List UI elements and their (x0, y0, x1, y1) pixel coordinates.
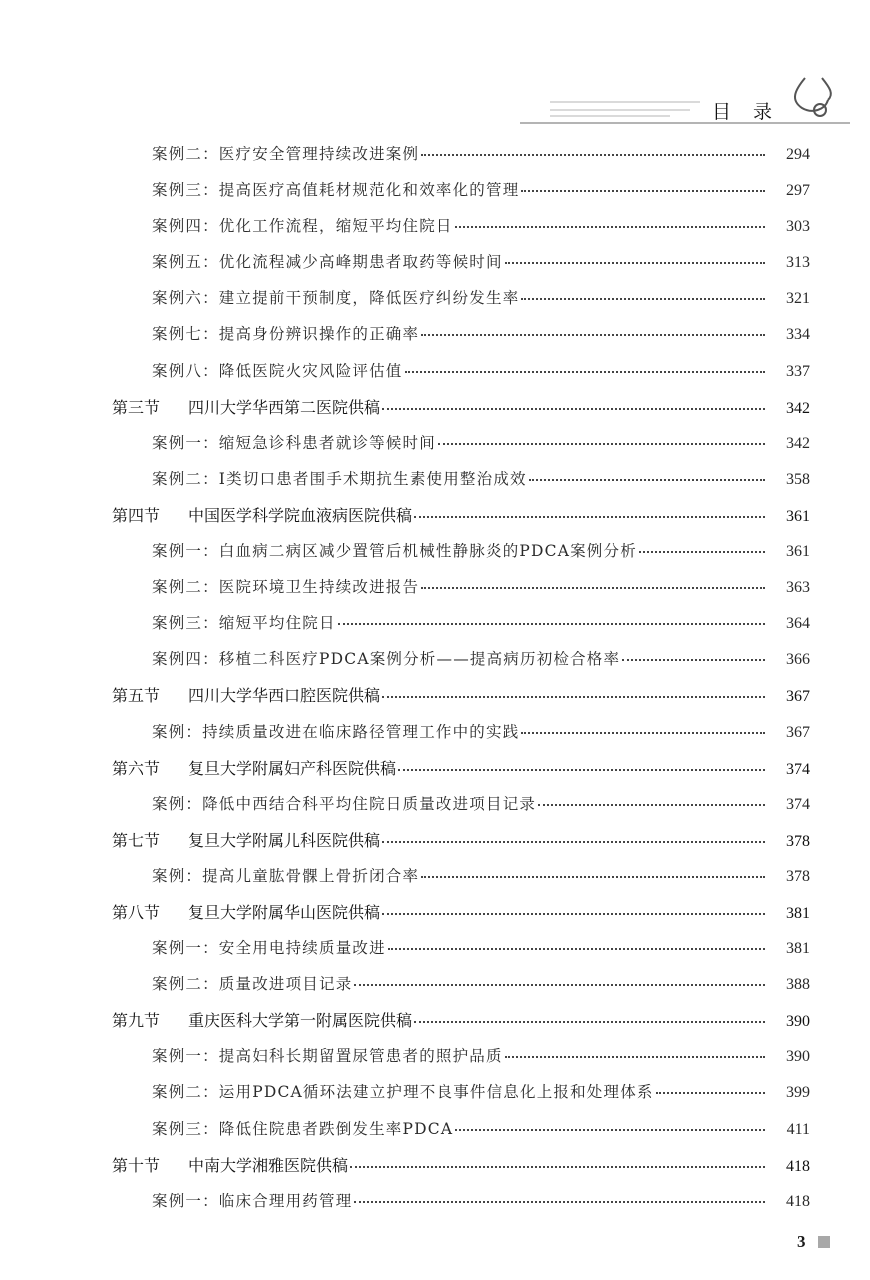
toc-page-number: 297 (786, 182, 810, 200)
toc-section-row (0, 1153, 870, 1189)
dot-leader (382, 408, 765, 410)
toc-entry-label: 案例七：提高身份辨识操作的正确率 (152, 325, 420, 344)
dot-leader (421, 154, 765, 156)
dot-leader (354, 1201, 765, 1203)
toc-entry-label: 案例：提高儿童肱骨髁上骨折闭合率 (152, 866, 420, 885)
toc-case-row (0, 720, 870, 756)
toc-case-row (0, 1080, 870, 1116)
toc-case-row (0, 611, 870, 647)
dot-leader (521, 190, 765, 192)
toc-page-number: 381 (786, 940, 810, 958)
section-title: 复旦大学附属儿科医院供稿 (188, 830, 381, 850)
toc-section-row (0, 900, 870, 936)
toc-entry-label: 案例二：Ⅰ类切口患者围手术期抗生素使用整治成效 (152, 469, 527, 488)
toc-case-row (0, 936, 870, 972)
toc-case-row (0, 286, 870, 322)
toc-page-number: 342 (786, 399, 810, 417)
toc-page-number: 374 (786, 760, 810, 778)
toc-page-number: 294 (786, 146, 810, 163)
section-title: 四川大学华西第二医院供稿 (188, 397, 381, 417)
dot-leader (455, 1129, 765, 1131)
toc-entry-label: 案例五：优化流程减少高峰期患者取药等候时间 (152, 253, 503, 272)
dot-leader (505, 1056, 765, 1058)
toc-page-number: 390 (786, 1048, 810, 1066)
dot-leader (382, 841, 765, 843)
stethoscope-icon (795, 78, 831, 116)
toc-page-number: 361 (786, 507, 810, 525)
toc-case-row (0, 864, 870, 900)
dot-leader (639, 551, 765, 553)
header-decoration (520, 70, 850, 125)
dot-leader (521, 732, 765, 734)
section-title: 四川大学华西口腔医院供稿 (188, 686, 381, 706)
toc-case-row (0, 539, 870, 575)
dot-leader (414, 516, 765, 518)
page-marker-square (818, 1236, 830, 1248)
toc-page-number: 388 (786, 976, 810, 994)
dot-leader (538, 804, 765, 806)
dot-leader (338, 623, 765, 625)
page-number: 3 (797, 1232, 806, 1251)
toc-entry-label (112, 395, 380, 418)
toc-entry-label: 案例一：提高妇科长期留置尿管患者的照护品质 (152, 1047, 503, 1066)
toc-page-number: 342 (786, 434, 810, 452)
toc-page-number: 378 (786, 832, 810, 850)
toc-case-row (0, 142, 870, 178)
section-number: 第五节 (112, 686, 161, 706)
toc-case-row (0, 1044, 870, 1080)
toc-entry-label (112, 683, 380, 706)
toc-entry-label: 案例一：缩短急诊科患者就诊等候时间 (152, 433, 436, 452)
dot-leader (438, 443, 765, 445)
dot-leader (529, 479, 765, 481)
toc-entry-label (112, 1153, 348, 1176)
dot-leader (455, 226, 765, 228)
toc-entry-label: 案例八：降低医院火灾风险评估值 (152, 361, 403, 380)
section-number: 第七节 (112, 830, 161, 850)
toc-entry-label: 案例三：提高医疗高值耗材规范化和效率化的管理 (152, 181, 520, 200)
toc-case-row (0, 431, 870, 467)
section-number: 第六节 (112, 758, 161, 778)
toc-page-number: 367 (786, 723, 810, 741)
toc-section-row (0, 756, 870, 792)
toc-entry-label (112, 503, 412, 526)
toc-entry-label: 案例一：白血病二病区减少置管后机械性静脉炎的PDCA案例分析 (152, 542, 637, 561)
dot-leader (421, 876, 765, 878)
toc-section-row (0, 828, 870, 864)
toc-page-number: 358 (786, 470, 810, 488)
toc-entry-label: 案例二：质量改进项目记录 (152, 975, 353, 994)
toc-case-row (0, 647, 870, 683)
table-of-contents (0, 142, 870, 1225)
toc-page-number: 313 (786, 254, 810, 272)
dot-leader (382, 696, 765, 698)
section-title: 重庆医科大学第一附属医院供稿 (188, 1011, 413, 1031)
toc-entry-label: 案例一：安全用电持续质量改进 (152, 939, 386, 958)
toc-page-number: 374 (786, 795, 810, 813)
toc-page-number: 399 (786, 1084, 810, 1102)
toc-page-number: 381 (786, 904, 810, 922)
toc-case-row (0, 792, 870, 828)
dot-leader (405, 371, 765, 373)
section-title: 中南大学湘雅医院供稿 (188, 1155, 349, 1175)
toc-case-row (0, 1189, 870, 1225)
section-title: 复旦大学附属妇产科医院供稿 (188, 758, 397, 778)
toc-entry-label (112, 1008, 412, 1031)
toc-entry-label: 案例三：缩短平均住院日 (152, 614, 336, 633)
toc-page-number: 364 (786, 615, 810, 633)
dot-leader (421, 334, 765, 336)
toc-case-row (0, 359, 870, 395)
dot-leader (382, 913, 765, 915)
toc-page-number: 366 (786, 651, 810, 669)
toc-case-row (0, 322, 870, 358)
section-title: 中国医学科学院血液病医院供稿 (188, 505, 413, 525)
toc-page-number: 418 (786, 1192, 810, 1210)
section-title: 复旦大学附属华山医院供稿 (188, 902, 381, 922)
dot-leader (354, 984, 765, 986)
toc-entry-label (112, 756, 396, 779)
section-number: 第四节 (112, 505, 161, 525)
toc-case-row (0, 178, 870, 214)
toc-page-number: 334 (786, 326, 810, 344)
section-number: 第十节 (112, 1155, 161, 1175)
toc-page-number: 321 (786, 290, 810, 308)
toc-section-row (0, 683, 870, 719)
toc-page-number: 303 (786, 218, 810, 236)
toc-page-number: 363 (786, 579, 810, 597)
toc-entry-label: 案例二：运用PDCA循环法建立护理不良事件信息化上报和处理体系 (152, 1083, 654, 1102)
toc-page-number: 418 (786, 1157, 810, 1175)
section-number: 第九节 (112, 1011, 161, 1031)
section-number: 第八节 (112, 902, 161, 922)
toc-entry-label: 案例一：临床合理用药管理 (152, 1191, 353, 1210)
toc-entry-label: 案例六：建立提前干预制度，降低医疗纠纷发生率 (152, 289, 520, 308)
toc-page-number: 367 (786, 688, 810, 706)
dot-leader (388, 948, 765, 950)
page-header-title: 目 录 (712, 101, 781, 123)
toc-case-row (0, 1117, 870, 1153)
dot-leader (350, 1166, 765, 1168)
toc-page-number: 378 (786, 867, 810, 885)
toc-section-row (0, 503, 870, 539)
toc-entry-label (112, 828, 380, 851)
toc-entry-label: 案例三：降低住院患者跌倒发生率PDCA (152, 1119, 454, 1138)
toc-case-row (0, 214, 870, 250)
toc-page-number: 337 (786, 362, 810, 380)
dot-leader (622, 659, 765, 661)
toc-entry-label: 案例二：医院环境卫生持续改进报告 (152, 578, 420, 597)
dot-leader (656, 1092, 765, 1094)
toc-section-row (0, 1008, 870, 1044)
dot-leader (414, 1021, 765, 1023)
toc-page-number: 411 (786, 1120, 810, 1138)
toc-entry-label: 案例：持续质量改进在临床路径管理工作中的实践 (152, 722, 520, 741)
toc-case-row (0, 575, 870, 611)
toc-case-row (0, 250, 870, 286)
dot-leader (421, 587, 765, 589)
toc-section-row (0, 395, 870, 431)
section-number: 第三节 (112, 397, 161, 417)
toc-entry-label: 案例四：移植二科医疗PDCA案例分析——提高病历初检合格率 (152, 650, 621, 669)
toc-page-number: 390 (786, 1013, 810, 1031)
toc-entry-label (112, 900, 380, 923)
toc-entry-label: 案例四：优化工作流程，缩短平均住院日 (152, 217, 453, 236)
dot-leader (398, 769, 765, 771)
toc-page-number: 361 (786, 543, 810, 561)
toc-case-row (0, 467, 870, 503)
dot-leader (521, 298, 765, 300)
toc-entry-label: 案例二：医疗安全管理持续改进案例 (152, 145, 420, 163)
dot-leader (505, 262, 765, 264)
toc-case-row (0, 972, 870, 1008)
toc-entry-label: 案例：降低中西结合科平均住院日质量改进项目记录 (152, 794, 537, 813)
